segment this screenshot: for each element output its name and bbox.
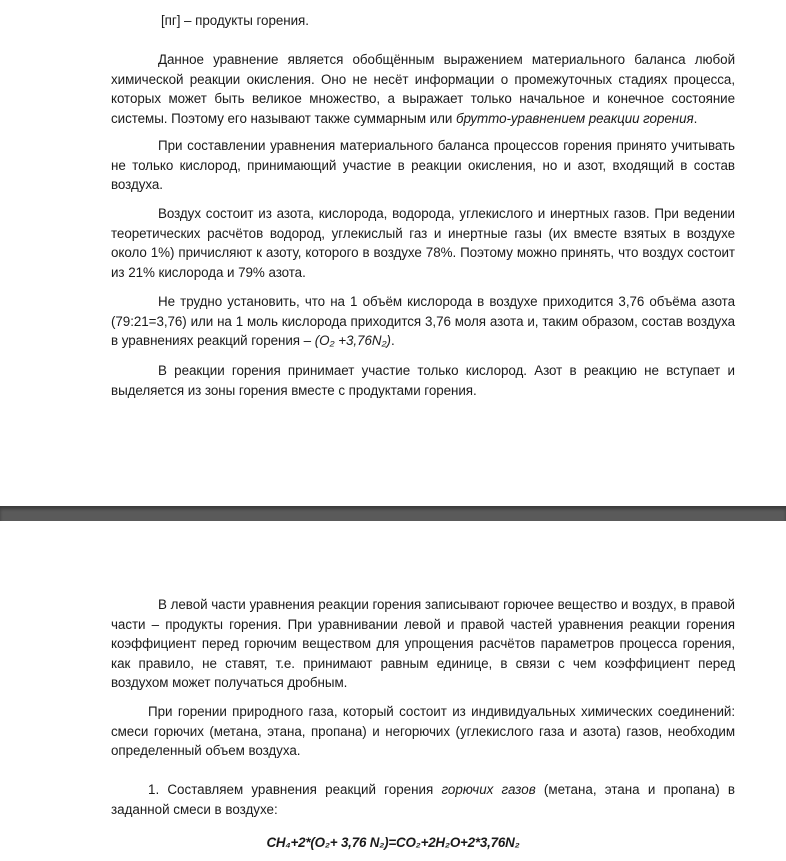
paragraph-ratio	[111, 292, 735, 351]
methane-combustion-formula: CH₄+2*(O₂+ 3,76 N₂)=CO₂+2H₂O+2*3,76N₂	[266, 835, 520, 850]
paragraph-air-composition-text: Воздух состоит из азота, кислорода, водорода, углекислого и инертных газов. При ведении теоретических расчётов водород, углекислый газ и инертные газы (их вместе взятых в воздухе около 1%) причисляют к азоту, которого в воздухе 78%. Поэтому можно принять, что воздух состоит из 21% кислорода и 79% азота.	[111, 206, 735, 280]
paragraph-nitrogen-text: При составлении уравнения материального баланса процессов горения принято учитывать не только кислород, принимающий участие в реакции окисления, но и азот, входящий в состав воздуха.	[111, 138, 735, 192]
products-line	[111, 11, 735, 31]
paragraph-equation-sides-text: В левой части уравнения реакции горения записывают горючее вещество и воздух, в правой части – продукты горения. При уравнивании левой и правой частей уравнения реакции горения коэффициент перед горючим веществом для упрощения расчётов параметров процесса горения, как правило, не ставят, т.е. принимают равным единице, в связи с чем коэффициент перед воздухом может получаться дробным.	[111, 597, 735, 690]
paragraph-ratio-main: Не трудно установить, что на 1 объём кислорода в воздухе приходится 3,76 объёма азота (79:21=3,76) или на 1 моль кислорода приходится 3,76 моля азота и, таким образом, состав воздуха в уравнениях реакций горения –	[111, 294, 735, 348]
paragraph-nitrogen	[111, 136, 735, 195]
list-item-1	[111, 780, 735, 819]
paragraph-balance-text	[111, 50, 735, 128]
combustible-gases-term: горючих газов	[441, 782, 536, 797]
paragraph-ratio-text	[111, 292, 735, 351]
paragraph-natural-gas	[111, 702, 735, 761]
page-separator	[0, 506, 786, 521]
paragraph-oxygen	[111, 361, 735, 400]
paragraph-oxygen-text: В реакции горения принимает участие только кислород. Азот в реакцию не вступает и выделяется из зоны горения вместе с продуктами горения.	[111, 363, 735, 398]
document-page-2	[0, 521, 786, 861]
air-formula: (O₂ +3,76N₂)	[314, 333, 391, 348]
paragraph-balance	[111, 50, 735, 128]
paragraph-air-composition	[111, 204, 735, 282]
paragraph-balance-end: .	[693, 110, 698, 126]
list-item-1-end: (метана, этана и пропана) в заданной смеси в воздухе:	[111, 782, 735, 817]
products-definition: [пг] – продукты горения.	[161, 13, 309, 28]
list-item-1-main: 1. Составляем уравнения реакций горения	[148, 782, 442, 797]
paragraph-ratio-end: .	[390, 333, 395, 348]
list-item-1-text	[111, 780, 735, 819]
paragraph-equation-sides	[111, 595, 735, 693]
paragraph-balance-main: Данное уравнение является обобщённым выражением материального баланса любой химической реакции окисления. Оно не несёт информации о промежуточных стадиях процесса, которых может быть великое множество, а выражает только начальное и конечное состояние системы. Поэтому его называют также суммарным или	[111, 52, 735, 126]
brutto-equation-term: брутто-уравнением реакции горения	[455, 110, 694, 126]
paragraph-natural-gas-text: При горении природного газа, который состоит из индивидуальных химических соединений: смеси горючих (метана, этана, пропана) и негорючих (углекислого газа и азота) газов, необходим определенный объем воздуха.	[111, 704, 735, 758]
